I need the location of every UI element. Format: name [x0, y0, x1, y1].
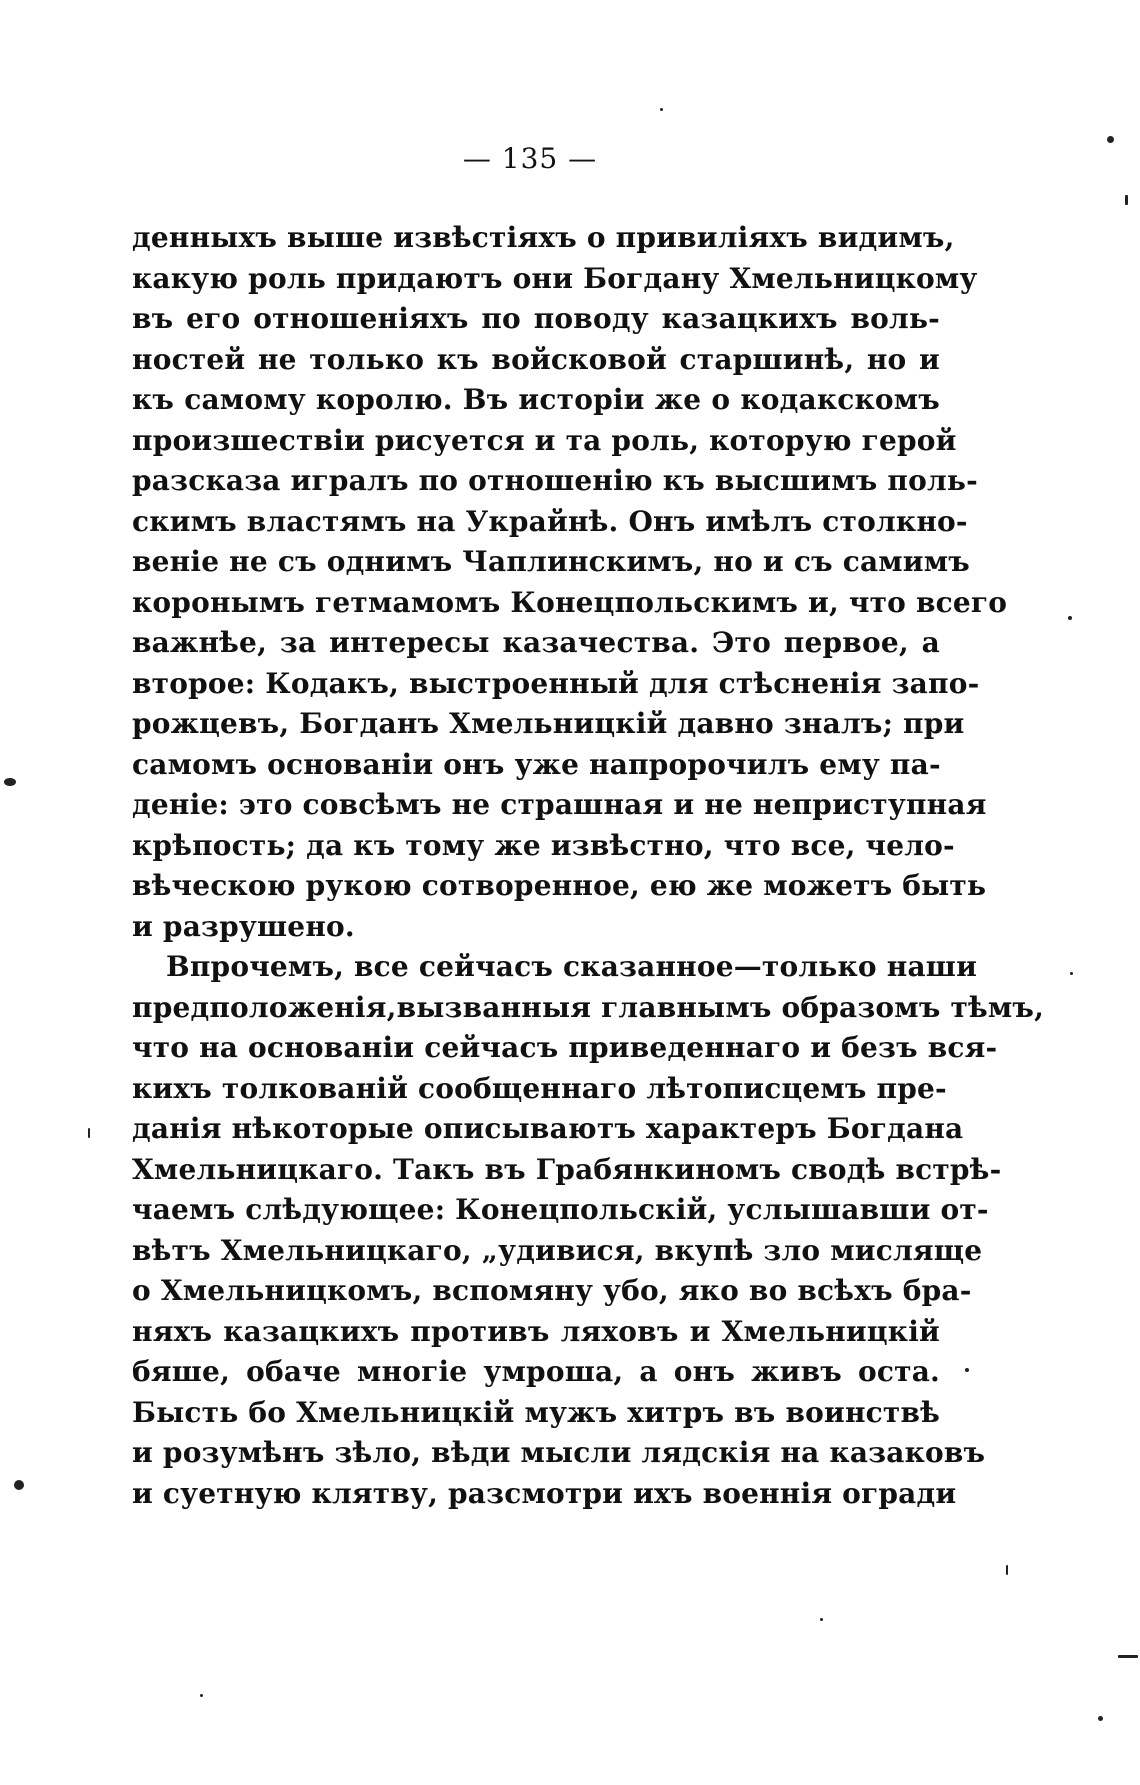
text-line: о Хмельницкомъ, вспомяну убо, яко во всѣхъ бра-: [132, 1274, 972, 1307]
scan-speck: [4, 778, 16, 786]
text-line: рожцевъ, Богданъ Хмельницкій давно зналъ; при: [132, 707, 965, 740]
scan-speck: [1006, 1565, 1008, 1575]
scan-speck: [200, 1694, 203, 1697]
text-line: разсказа игралъ по отношенію къ высшимъ поль-: [132, 464, 978, 497]
text-line: что на основаніи сейчасъ приведеннаго и безъ вся-: [132, 1031, 998, 1064]
scan-speck: [660, 108, 663, 111]
text-line: и розумѣнъ зѣло, вѣди мысли лядскія на казаковъ: [132, 1436, 986, 1469]
scan-speck: [820, 1618, 823, 1621]
text-line: самомъ основаніи онъ уже напророчилъ ему па-: [132, 747, 941, 781]
scan-speck: [1107, 136, 1114, 143]
text-line: Бысть бо Хмельницкій мужъ хитръ въ воинствѣ: [132, 1395, 940, 1429]
text-line: Хмельницкаго. Такъ въ Грабянкиномъ сводѣ встрѣ-: [132, 1152, 1002, 1186]
text-line: деніе: это совсѣмъ не страшная и не неприступная: [132, 788, 987, 821]
text-line: важнѣе, за интересы казачества. Это первое, а: [132, 626, 940, 659]
scan-speck: [1125, 195, 1128, 205]
text-line: чаемъ слѣдующее: Конецпольскій, услышавши от-: [132, 1193, 989, 1226]
text-line: данія нѣкоторые описываютъ характеръ Богдана: [132, 1112, 964, 1145]
text-line: произшествіи рисуется и та роль, которую герой: [132, 423, 957, 457]
scan-speck: [965, 1368, 969, 1372]
text-line: предположенія,вызванныя главнымъ образомъ тѣмъ,: [132, 990, 1045, 1024]
text-line: крѣпость; да къ тому же извѣстно, что все, чело-: [132, 828, 955, 862]
scan-speck: [1068, 616, 1072, 620]
scan-speck: [1070, 972, 1073, 975]
text-line: Впрочемъ, все сейчасъ сказанное—только наши: [166, 950, 978, 983]
text-line: кихъ толкованій сообщеннаго лѣтописцемъ пре-: [132, 1071, 947, 1105]
text-line: веніе не съ однимъ Чаплинскимъ, но и съ самимъ: [132, 545, 970, 578]
scan-speck: [88, 1128, 90, 1138]
text-line: второе: Кодакъ, выстроенный для стѣсненія запо-: [132, 666, 980, 700]
text-line: скимъ властямъ на Украйнѣ. Онъ имѣлъ столкно-: [132, 504, 968, 538]
text-line: коронымъ гетмамомъ Конецпольскимъ и, что всего: [132, 585, 1008, 619]
text-line: и разрушено.: [132, 909, 355, 943]
scan-speck: [1098, 1716, 1103, 1721]
text-line: вѣтъ Хмельницкаго, „удивися, вкупѣ зло мисляще: [132, 1233, 983, 1267]
text-line: ностей не только къ войсковой старшинѣ, но и: [132, 342, 940, 376]
text-line: и суетную клятву, разсмотри ихъ военнія огради: [132, 1476, 957, 1510]
scan-speck: [1118, 1655, 1138, 1658]
text-line: къ самому королю. Въ исторіи же о кодакскомъ: [132, 383, 940, 416]
text-line: какую роль придаютъ они Богдану Хмельницкому: [132, 261, 978, 295]
text-line: въ его отношеніяхъ по поводу казацкихъ воль-: [132, 302, 940, 335]
page-number: — 135 —: [462, 142, 598, 175]
text-line: бяше, обаче многіе умроша, а онъ живъ оста.: [132, 1355, 940, 1388]
text-line: денныхъ выше извѣстіяхъ о привиліяхъ видимъ,: [132, 221, 955, 254]
body-text: [132, 218, 1045, 1514]
text-line: вѣческою рукою сотворенное, ею же можетъ быть: [132, 869, 987, 902]
text-line: няхъ казацкихъ противъ ляховъ и Хмельницкій: [132, 1314, 940, 1348]
scan-speck: [14, 1480, 24, 1490]
